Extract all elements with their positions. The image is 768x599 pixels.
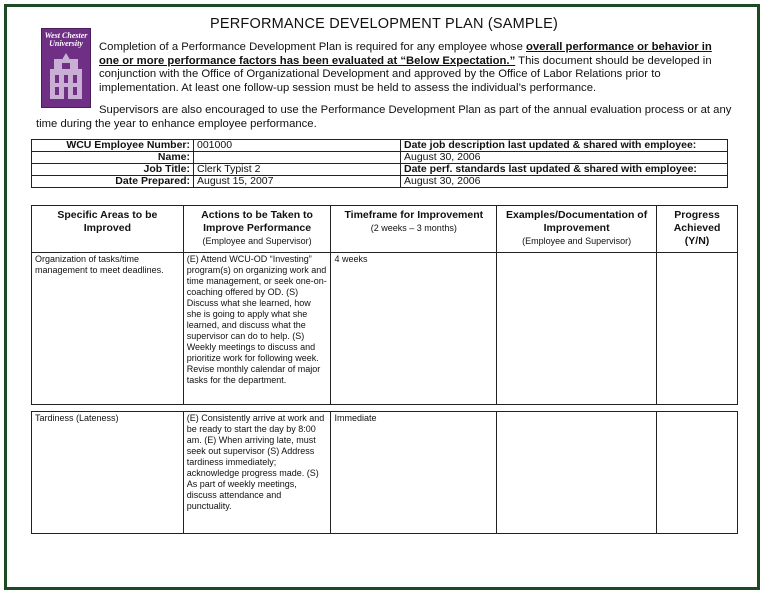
supervisor-paragraph: Supervisors are also encouraged to use the Performance Development Plan as part of the annual evaluation process or at any time during the year to enhance employee performance. <box>36 104 732 130</box>
header-examples <box>497 206 657 253</box>
header-timeframe <box>331 206 497 253</box>
row-spacer <box>32 405 738 412</box>
date-prepared-label: Date Prepared: <box>32 176 194 188</box>
employee-number-label: WCU Employee Number: <box>32 140 194 152</box>
row-timeframe: Immediate <box>331 412 497 534</box>
building-icon <box>42 29 90 107</box>
intro-text-emphasis: overall performance or behavior in one or more performance factors has been evaluated at “Below Expectation.” <box>99 41 712 67</box>
header-actions-sub: (Employee and Supervisor) <box>202 236 312 246</box>
table-row <box>32 253 738 405</box>
table-row <box>32 412 738 534</box>
header-examples-sub: (Employee and Supervisor) <box>522 236 632 246</box>
job-title-value: Clerk Typist 2 <box>194 164 401 176</box>
header-timeframe-text: Timeframe for Improvement <box>344 209 484 221</box>
name-value <box>194 152 401 164</box>
header-areas-text: Specific Areas to be Improved <box>57 209 158 234</box>
job-description-date-label: Date job description last updated & shared with employee: <box>401 140 728 152</box>
improvement-plan-table <box>31 205 738 534</box>
perf-standards-date-label: Date perf. standards last updated & shared with employee: <box>401 164 728 176</box>
row-progress <box>657 253 738 405</box>
row-area: Organization of tasks/time management to meet deadlines. <box>32 253 184 405</box>
university-logo <box>41 28 91 108</box>
header-timeframe-sub: (2 weeks – 3 months) <box>370 223 457 233</box>
row-examples <box>497 412 657 534</box>
employee-info-table <box>31 139 728 188</box>
intro-text-c: This document should be developed in conjunction with the Office of Organizational Development and approved by the Office of Labor Relations prior to implementation. At least one follow-up session must be held to assess the individual’s performance. <box>99 54 712 94</box>
logo-text: West Chester University <box>44 31 88 48</box>
job-description-date-value: August 30, 2006 <box>401 152 728 164</box>
date-prepared-value: August 15, 2007 <box>194 176 401 188</box>
header-progress <box>657 206 738 253</box>
name-label: Name: <box>32 152 194 164</box>
document-title: PERFORMANCE DEVELOPMENT PLAN (SAMPLE) <box>210 16 558 32</box>
row-timeframe: 4 weeks <box>331 253 497 405</box>
header-progress-sub: (Y/N) <box>684 235 710 247</box>
header-actions-text: Actions to be Taken to Improve Performance <box>201 209 313 234</box>
perf-standards-date-value: August 30, 2006 <box>401 176 728 188</box>
header-progress-text: Progress Achieved <box>673 209 721 234</box>
row-actions: (E) Consistently arrive at work and be ready to start the day by 8:00 am. (E) When arriving late, must seek out supervisor (S) Address tardiness immediately; acknowledge progress made. (S) As part of weekly meetings, discuss attendance and punctuality. <box>183 412 331 534</box>
row-actions: (E) Attend WCU-OD “Investing” program(s) on organizing work and time management, or seek one-on-coaching offered by OD. (S) Discuss what she learned, how she is going to apply what she learned, and discuss what the supervisor can do to help. (S) Weekly meetings to discuss and prioritize work for following week. Revise monthly calendar of major tasks for the department. <box>183 253 331 405</box>
intro-text-a: Completion of a Performance Development Plan is required for any employee whose <box>99 41 526 53</box>
header-actions <box>183 206 331 253</box>
job-title-label: Job Title: <box>32 164 194 176</box>
header-areas <box>32 206 184 253</box>
row-area: Tardiness (Lateness) <box>32 412 184 534</box>
header-examples-text: Examples/Documentation of Improvement <box>506 209 648 234</box>
employee-number-value: 001000 <box>194 140 401 152</box>
row-progress <box>657 412 738 534</box>
row-examples <box>497 253 657 405</box>
intro-paragraph <box>99 41 729 95</box>
